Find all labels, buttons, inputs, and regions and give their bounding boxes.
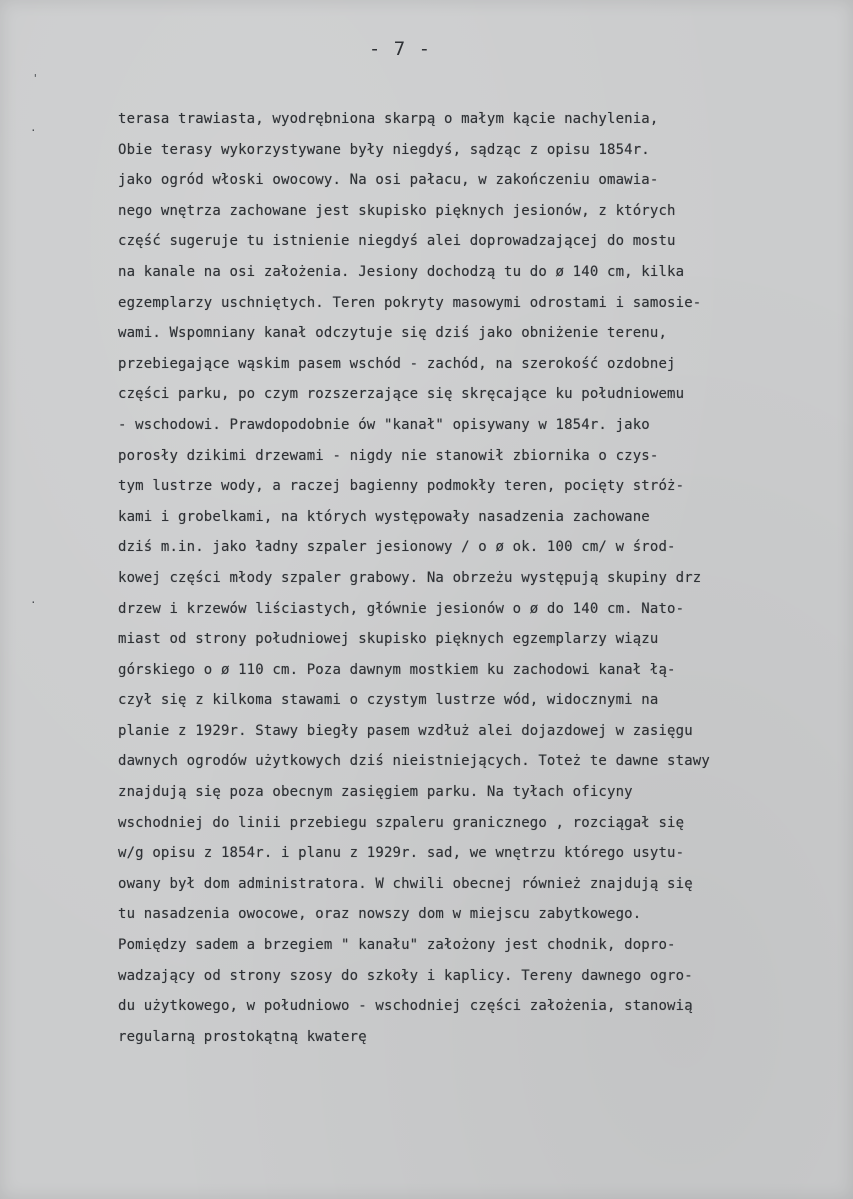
text-line: drzew i krzewów liściastych, głównie jesionów o ø do 140 cm. Nato- [118,600,685,617]
text-line: du użytkowego, w południowo - wschodniej części założenia, stanowią [118,998,693,1015]
text-line: jako ogród włoski owocowy. Na osi pałacu, w zakończeniu omawia- [118,172,659,189]
text-line: przebiegające wąskim pasem wschód - zachód, na szerokość ozdobnej [118,355,676,372]
text-line: górskiego o ø 110 cm. Poza dawnym mostkiem ku zachodowi kanał łą- [118,661,676,678]
text-line: na kanale na osi założenia. Jesiony dochodzą tu do ø 140 cm, kilka [118,263,685,280]
text-line: w/g opisu z 1854r. i planu z 1929r. sad, we wnętrzu którego usytu- [118,845,685,862]
page-number: - 7 - [368,38,432,60]
text-line: części parku, po czym rozszerzające się skręcające ku południowemu [118,386,685,403]
text-line: - wschodowi. Prawdopodobnie ów "kanał" opisywany w 1854r. jako [118,416,650,433]
text-line: Obie terasy wykorzystywane były niegdyś, sądząc z opisu 1854r. [118,141,650,158]
text-line: egzemplarzy uschniętych. Teren pokryty masowymi odrostami i samosie- [118,294,702,311]
text-line: Pomiędzy sadem a brzegiem " kanału" założony jest chodnik, dopro- [118,937,676,954]
text-line: wami. Wspomniany kanał odczytuje się dziś jako obniżenie terenu, [118,325,668,342]
text-line: czył się z kilkoma stawami o czystym lustrze wód, widocznymi na [118,692,659,709]
text-line: owany był dom administratora. W chwili obecnej również znajdują się [118,875,693,892]
text-line: znajdują się poza obecnym zasięgiem parku. Na tyłach oficyny [118,784,633,801]
margin-mark: · [30,596,37,609]
text-line: terasa trawiasta, wyodrębniona skarpą o małym kącie nachylenia, [118,111,659,127]
text-line: dawnych ogrodów użytkowych dziś nieistniejących. Toteż te dawne stawy [118,753,710,770]
margin-mark: · [30,124,37,137]
text-line: tym lustrze wody, a raczej bagienny podmokły teren, pocięty stróż- [118,478,685,495]
text-line: wadzający od strony szosy do szkoły i kaplicy. Tereny dawnego ogro- [118,967,693,984]
text-line: wschodniej do linii przebiegu szpaleru granicznego , rozciągał się [118,814,685,831]
text-line: część sugeruje tu istnienie niegdyś alei doprowadzającej do mostu [118,233,676,250]
text-line: nego wnętrza zachowane jest skupisko pięknych jesionów, z których [118,202,676,219]
text-line: porosły dzikimi drzewami - nigdy nie stanowił zbiornika o czys- [118,447,659,464]
text-line: kami i grobelkami, na których występowały nasadzenia zachowane [118,508,650,525]
typed-body-text [118,104,853,1052]
text-line: tu nasadzenia owocowe, oraz nowszy dom w miejscu zabytkowego. [118,906,642,923]
margin-mark: ' [32,72,39,85]
text-line: dziś m.in. jako ładny szpaler jesionowy / o ø ok. 100 cm/ w środ- [118,539,676,556]
text-line: kowej części młody szpaler grabowy. Na obrzeżu występują skupiny drz [118,569,702,586]
text-line: regularną prostokątną kwaterę [118,1028,367,1045]
text-line: miast od strony południowej skupisko pięknych egzemplarzy wiązu [118,631,659,648]
text-line: planie z 1929r. Stawy biegły pasem wzdłuż alei dojazdowej w zasięgu [118,722,693,739]
